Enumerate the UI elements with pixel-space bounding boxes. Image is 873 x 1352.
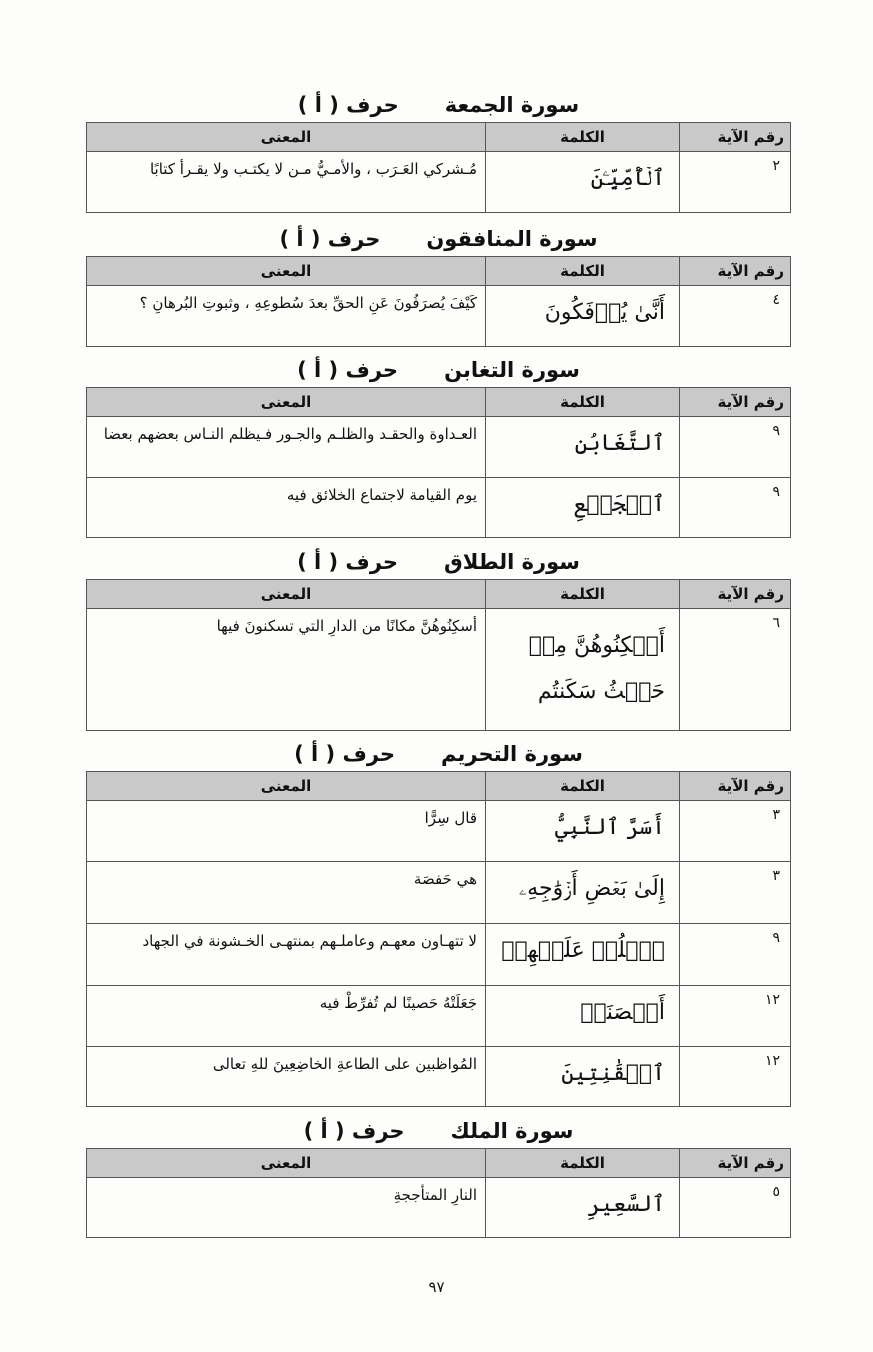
verse-number: ٤ [680,286,791,347]
verse-number: ٩ [680,417,791,478]
header-meaning: المعنى [87,580,486,609]
word-meaning: النارِ المتأججةِ [87,1178,486,1238]
section-at-talaq [86,545,791,731]
quran-word: إِلَىٰ بَعۡضِ أَزۡوَٰجِهِۦ [486,862,680,924]
section-title [86,737,791,771]
quran-word: أَحۡصَنَتۡ [486,986,680,1047]
table-row [87,801,791,862]
surah-name: سورة الطلاق [444,550,580,574]
section-title [86,88,791,122]
header-verse-number: رقم الآية [680,388,791,417]
surah-name: سورة التحريم [441,742,583,766]
verse-number: ١٢ [680,1047,791,1107]
vocabulary-table [86,1148,791,1238]
header-meaning: المعنى [87,123,486,152]
surah-name: سورة الملك [450,1119,574,1143]
header-word: الكلمة [486,772,680,801]
section-at-tahrim [86,737,791,1107]
letter-label: حرف ( أ ) [297,358,399,382]
header-verse-number: رقم الآية [680,772,791,801]
quran-word: ٱلۡأُمِّيِّـۧنَ [486,152,680,213]
verse-number: ٣ [680,801,791,862]
vocabulary-table [86,579,791,731]
quran-word: أَسَرَّ ٱلنَّبِيُّ [486,801,680,862]
section-al-munafiqun [86,222,791,347]
header-verse-number: رقم الآية [680,580,791,609]
word-meaning: هي حَفصَة [87,862,486,924]
table-row [87,286,791,347]
quran-word: ٱلتَّغَابُنِ [486,417,680,478]
verse-number: ٥ [680,1178,791,1238]
table-row [87,609,791,731]
table-header-row [87,1149,791,1178]
word-meaning: كَيْفَ يُصرَفُونَ عَنِ الحقِّ بعدَ سُطوعِهِ ، وثبوتِ البُرهانِ ؟ [87,286,486,347]
section-at-taghabun [86,353,791,538]
table-row [87,152,791,213]
header-verse-number: رقم الآية [680,1149,791,1178]
header-word: الكلمة [486,1149,680,1178]
surah-name: سورة التغابن [444,358,580,382]
quran-word: ٱلۡجَمۡعِ [486,478,680,538]
table-row [87,862,791,924]
letter-label: حرف ( أ ) [297,550,399,574]
section-title [86,353,791,387]
table-row [87,1178,791,1238]
surah-name: سورة الجمعة [444,93,580,117]
letter-label: حرف ( أ ) [294,742,396,766]
header-meaning: المعنى [87,257,486,286]
verse-number: ٩ [680,478,791,538]
verse-number: ١٢ [680,986,791,1047]
table-header-row [87,123,791,152]
vocabulary-table [86,771,791,1107]
header-meaning: المعنى [87,388,486,417]
surah-name: سورة المنافقون [426,227,598,251]
quran-word: أَنَّىٰ يُؤۡفَكُونَ [486,286,680,347]
word-meaning: لا تتهـاون معهـم وعاملـهم بمنتهـى الخـشونة في الجهاد [87,924,486,986]
header-word: الكلمة [486,580,680,609]
table-header-row [87,257,791,286]
word-meaning: العـداوة والحقـد والظلـم والجـور فـيظلم النـاس بعضهم بعضا [87,417,486,478]
section-title [86,545,791,579]
section-title [86,222,791,256]
table-header-row [87,580,791,609]
table-row [87,924,791,986]
letter-label: حرف ( أ ) [303,1119,405,1143]
section-al-jumua [86,88,791,213]
header-meaning: المعنى [87,1149,486,1178]
table-header-row [87,388,791,417]
verse-number: ٩ [680,924,791,986]
letter-label: حرف ( أ ) [297,93,399,117]
table-row [87,1047,791,1107]
quran-word: ٱلۡقَٰنِتِينَ [486,1047,680,1107]
vocabulary-table [86,122,791,213]
word-meaning: قال سِرًّا [87,801,486,862]
header-word: الكلمة [486,257,680,286]
word-meaning: أسكِنُوهُنَّ مكانًا من الدارِ التي تسكنونَ فيها [87,609,486,731]
header-verse-number: رقم الآية [680,257,791,286]
verse-number: ٦ [680,609,791,731]
word-meaning: جَعَلَتْهُ حَصينًا لم تُفرِّطْ فيه [87,986,486,1047]
table-header-row [87,772,791,801]
quran-word: أَسۡكِنُوهُنَّ مِنۡ حَيۡثُ سَكَنتُم [486,609,680,731]
word-meaning: مُـشركي العَـرَب ، والأمـيُّ مـن لا يكتـب ولا يقـرأ كتابًا [87,152,486,213]
table-row [87,417,791,478]
page-number: ٩٧ [428,1278,445,1296]
table-row [87,478,791,538]
verse-number: ٢ [680,152,791,213]
header-word: الكلمة [486,123,680,152]
word-meaning: المُواظبين على الطاعةِ الخاضِعِينَ للهِ تعالى [87,1047,486,1107]
section-al-mulk [86,1114,791,1238]
header-verse-number: رقم الآية [680,123,791,152]
header-word: الكلمة [486,388,680,417]
section-title [86,1114,791,1148]
quran-word: ٱلسَّعِيرِ [486,1178,680,1238]
quran-word: ٱغۡلُظۡ عَلَيۡهِمۡ [486,924,680,986]
verse-number: ٣ [680,862,791,924]
letter-label: حرف ( أ ) [279,227,381,251]
table-row [87,986,791,1047]
vocabulary-table [86,387,791,538]
header-meaning: المعنى [87,772,486,801]
vocabulary-table [86,256,791,347]
word-meaning: يوم القيامة لاجتماع الخلائق فيه [87,478,486,538]
